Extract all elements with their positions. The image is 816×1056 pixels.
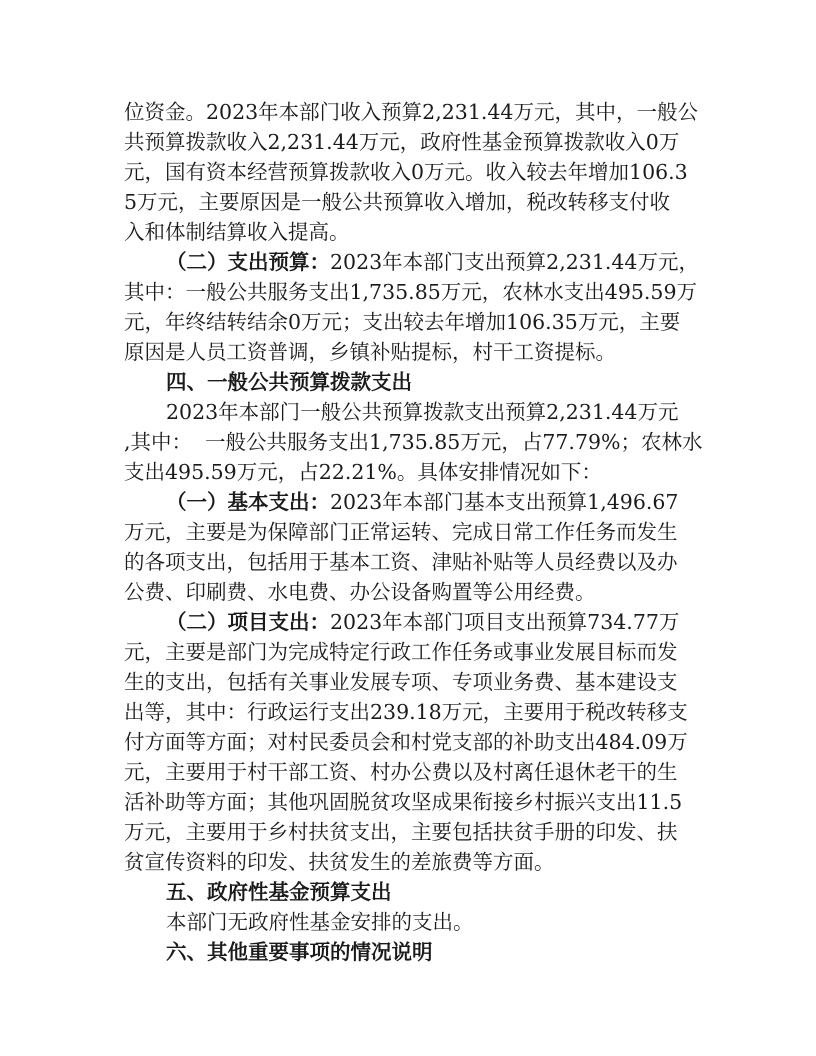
basic-expense-label: （一）基本支出： [166,490,330,514]
paragraph-line: 生的支出，包括有关事业发展专项、专项业务费、基本建设支 [124,670,678,694]
paragraph-line: 出等，其中：行政运行支出239.18万元，主要用于税改转移支 [124,700,688,724]
paragraph-line: 5万元，主要原因是一般公共预算收入增加，税改转移支付收 [124,190,671,214]
expense-budget-line [166,248,699,276]
project-expense-line [166,608,679,636]
project-expense-label: （二）项目支出： [166,610,330,634]
paragraph-line: 支出495.59万元，占22.21%。具体安排情况如下： [124,460,602,484]
paragraph-line: 元，年终结转结余0万元；支出较去年增加106.35万元，主要 [124,310,681,334]
paragraph-line: 本部门无政府性基金安排的支出。 [166,910,474,934]
paragraph-line: 元，主要是部门为完成特定行政工作任务或事业发展目标而发 [124,640,678,664]
paragraph-line: 其中：一般公共服务支出1,735.85万元，农林水支出495.59万 [124,280,698,304]
expense-budget-label: （二）支出预算： [166,250,330,274]
paragraph-text: 2023年本部门支出预算2,231.44万元， [330,250,699,274]
basic-expense-line [166,488,678,516]
section-heading: 四、一般公共预算拨款支出 [166,370,412,394]
paragraph-line: 付方面等方面；对村民委员会和村党支部的补助支出484.09万 [124,730,688,754]
paragraph-line: 位资金。2023年本部门收入预算2,231.44万元，其中，一般公 [124,100,698,124]
paragraph-text: 2023年本部门基本支出预算1,496.67 [330,490,679,514]
section-heading: 五、政府性基金预算支出 [166,880,392,904]
paragraph-line: 贫宣传资料的印发、扶贫发生的差旅费等方面。 [124,850,555,874]
paragraph-line: 共预算拨款收入2,231.44万元，政府性基金预算拨款收入0万 [124,130,680,154]
paragraph-line: 元，主要用于村干部工资、村办公费以及村离任退休老干的生 [124,760,678,784]
paragraph-text: 2023年本部门项目支出预算734.77万 [330,610,680,634]
paragraph-line: 2023年本部门一般公共预算拨款支出预算2,231.44万元 [166,400,679,424]
section-heading: 六、其他重要事项的情况说明 [166,940,433,964]
paragraph-line: 公费、印刷费、水电费、办公设备购置等公用经费。 [124,580,596,604]
paragraph-line: 的各项支出，包括用于基本工资、津贴补贴等人员经费以及办 [124,550,678,574]
paragraph-line: 万元，主要是为保障部门正常运转、完成日常工作任务而发生 [124,520,678,544]
paragraph-line: ,其中： 一般公共服务支出1,735.85万元，占77.79%；农林水 [124,430,703,454]
paragraph-line: 万元，主要用于乡村扶贫支出，主要包括扶贫手册的印发、扶 [124,820,678,844]
paragraph-line: 入和体制结算收入提高。 [124,220,350,244]
paragraph-line: 元，国有资本经营预算拨款收入0万元。收入较去年增加106.3 [124,160,688,184]
paragraph-line: 活补助等方面；其他巩固脱贫攻坚成果衔接乡村振兴支出11.5 [124,790,683,814]
paragraph-line: 原因是人员工资普调，乡镇补贴提标，村干工资提标。 [124,340,616,364]
